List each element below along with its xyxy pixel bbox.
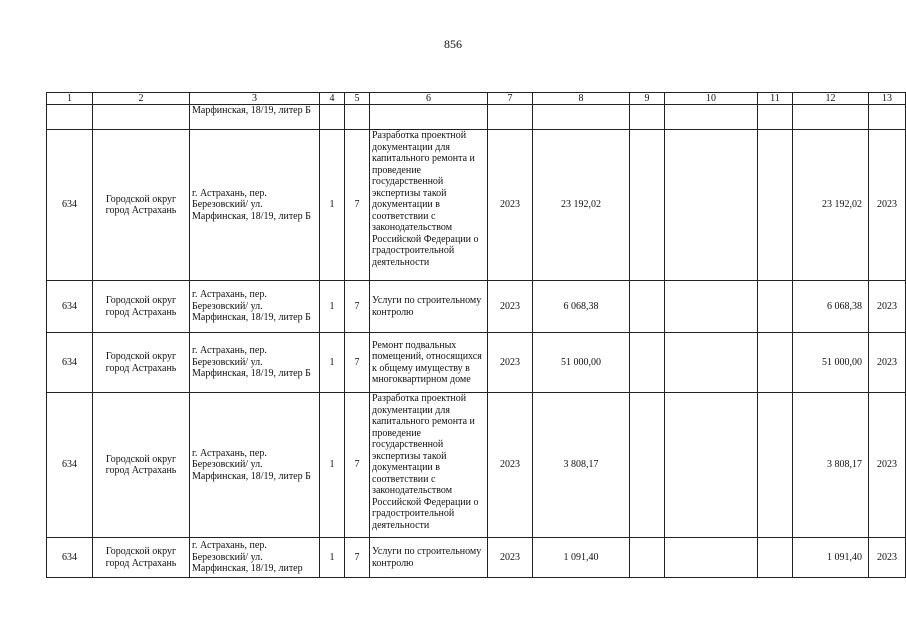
year-end-cell: 2023 (869, 130, 906, 281)
total-cost-cell: 23 192,02 (533, 130, 630, 281)
address-cell: г. Астрахань, пер. Березовский/ ул. Марфинская, 18/19, литер Б (190, 281, 320, 333)
total-cost-cell: 3 808,17 (533, 393, 630, 538)
col4-cell: 1 (320, 281, 345, 333)
column-header: 2 (93, 93, 190, 105)
municipality-cell: Городской округ город Астрахань (93, 281, 190, 333)
page-number: 856 (444, 37, 462, 51)
address-cell: г. Астрахань, пер. Березовский/ ул. Марфинская, 18/19, литер Б (190, 393, 320, 538)
address-cell: г. Астрахань, пер. Березовский/ ул. Марфинская, 18/19, литер (190, 538, 320, 578)
column-header: 7 (488, 93, 533, 105)
column-header: 4 (320, 93, 345, 105)
work-type-cell: Услуги по строительному контролю (370, 281, 488, 333)
col5-cell: 7 (345, 130, 370, 281)
col12-cell: 6 068,38 (793, 281, 869, 333)
year-end-cell: 2023 (869, 281, 906, 333)
column-header: 3 (190, 93, 320, 105)
row-number: 634 (47, 538, 93, 578)
year-end-cell: 2023 (869, 393, 906, 538)
table-row (47, 130, 906, 281)
total-cost-cell: 51 000,00 (533, 333, 630, 393)
col5-cell: 7 (345, 393, 370, 538)
row-number: 634 (47, 393, 93, 538)
row-number: 634 (47, 281, 93, 333)
col5-cell: 7 (345, 281, 370, 333)
year-cell: 2023 (488, 393, 533, 538)
address-cell: г. Астрахань, пер. Березовский/ ул. Марфинская, 18/19, литер Б (190, 130, 320, 281)
column-header-row (47, 93, 906, 105)
municipality-cell: Городской округ город Астрахань (93, 333, 190, 393)
row-number: 634 (47, 333, 93, 393)
column-header: 8 (533, 93, 630, 105)
col4-cell: 1 (320, 393, 345, 538)
year-end-cell: 2023 (869, 333, 906, 393)
col12-cell: 51 000,00 (793, 333, 869, 393)
col5-cell: 7 (345, 538, 370, 578)
continuation-row (47, 105, 906, 130)
year-cell: 2023 (488, 281, 533, 333)
work-type-cell: Разработка проектной документации для капитального ремонта и проведение государственной экспертизы такой документации в соответствии с законодательством Российской Федерации о градостроительной деятельности (370, 393, 488, 538)
year-cell: 2023 (488, 130, 533, 281)
table-row (47, 538, 906, 578)
col4-cell: 1 (320, 130, 345, 281)
work-type-cell: Ремонт подвальных помещений, относящихся к общему имуществу в многоквартирном доме (370, 333, 488, 393)
col12-cell: 3 808,17 (793, 393, 869, 538)
table-row (47, 333, 906, 393)
column-header: 13 (869, 93, 906, 105)
col12-cell: 1 091,40 (793, 538, 869, 578)
year-cell: 2023 (488, 538, 533, 578)
column-header: 12 (793, 93, 869, 105)
year-cell: 2023 (488, 333, 533, 393)
work-type-cell: Разработка проектной документации для капитального ремонта и проведение государственной экспертизы такой документации в соответствии с законодательством Российской Федерации о градостроительной деятельности (370, 130, 488, 281)
column-header: 11 (758, 93, 793, 105)
municipality-cell: Городской округ город Астрахань (93, 393, 190, 538)
total-cost-cell: 1 091,40 (533, 538, 630, 578)
column-header: 10 (665, 93, 758, 105)
column-header: 6 (370, 93, 488, 105)
address-cell: Марфинская, 18/19, литер Б (190, 105, 320, 130)
table-row (47, 393, 906, 538)
municipality-cell: Городской округ город Астрахань (93, 538, 190, 578)
col4-cell: 1 (320, 333, 345, 393)
table-row (47, 281, 906, 333)
column-header: 9 (630, 93, 665, 105)
year-end-cell: 2023 (869, 538, 906, 578)
municipality-cell: Городской округ город Астрахань (93, 130, 190, 281)
work-type-cell: Услуги по строительному контролю (370, 538, 488, 578)
column-header: 5 (345, 93, 370, 105)
row-number: 634 (47, 130, 93, 281)
total-cost-cell: 6 068,38 (533, 281, 630, 333)
col4-cell: 1 (320, 538, 345, 578)
column-header: 1 (47, 93, 93, 105)
col5-cell: 7 (345, 333, 370, 393)
address-cell: г. Астрахань, пер. Березовский/ ул. Марфинская, 18/19, литер Б (190, 333, 320, 393)
capital-repair-table (46, 92, 906, 578)
col12-cell: 23 192,02 (793, 130, 869, 281)
